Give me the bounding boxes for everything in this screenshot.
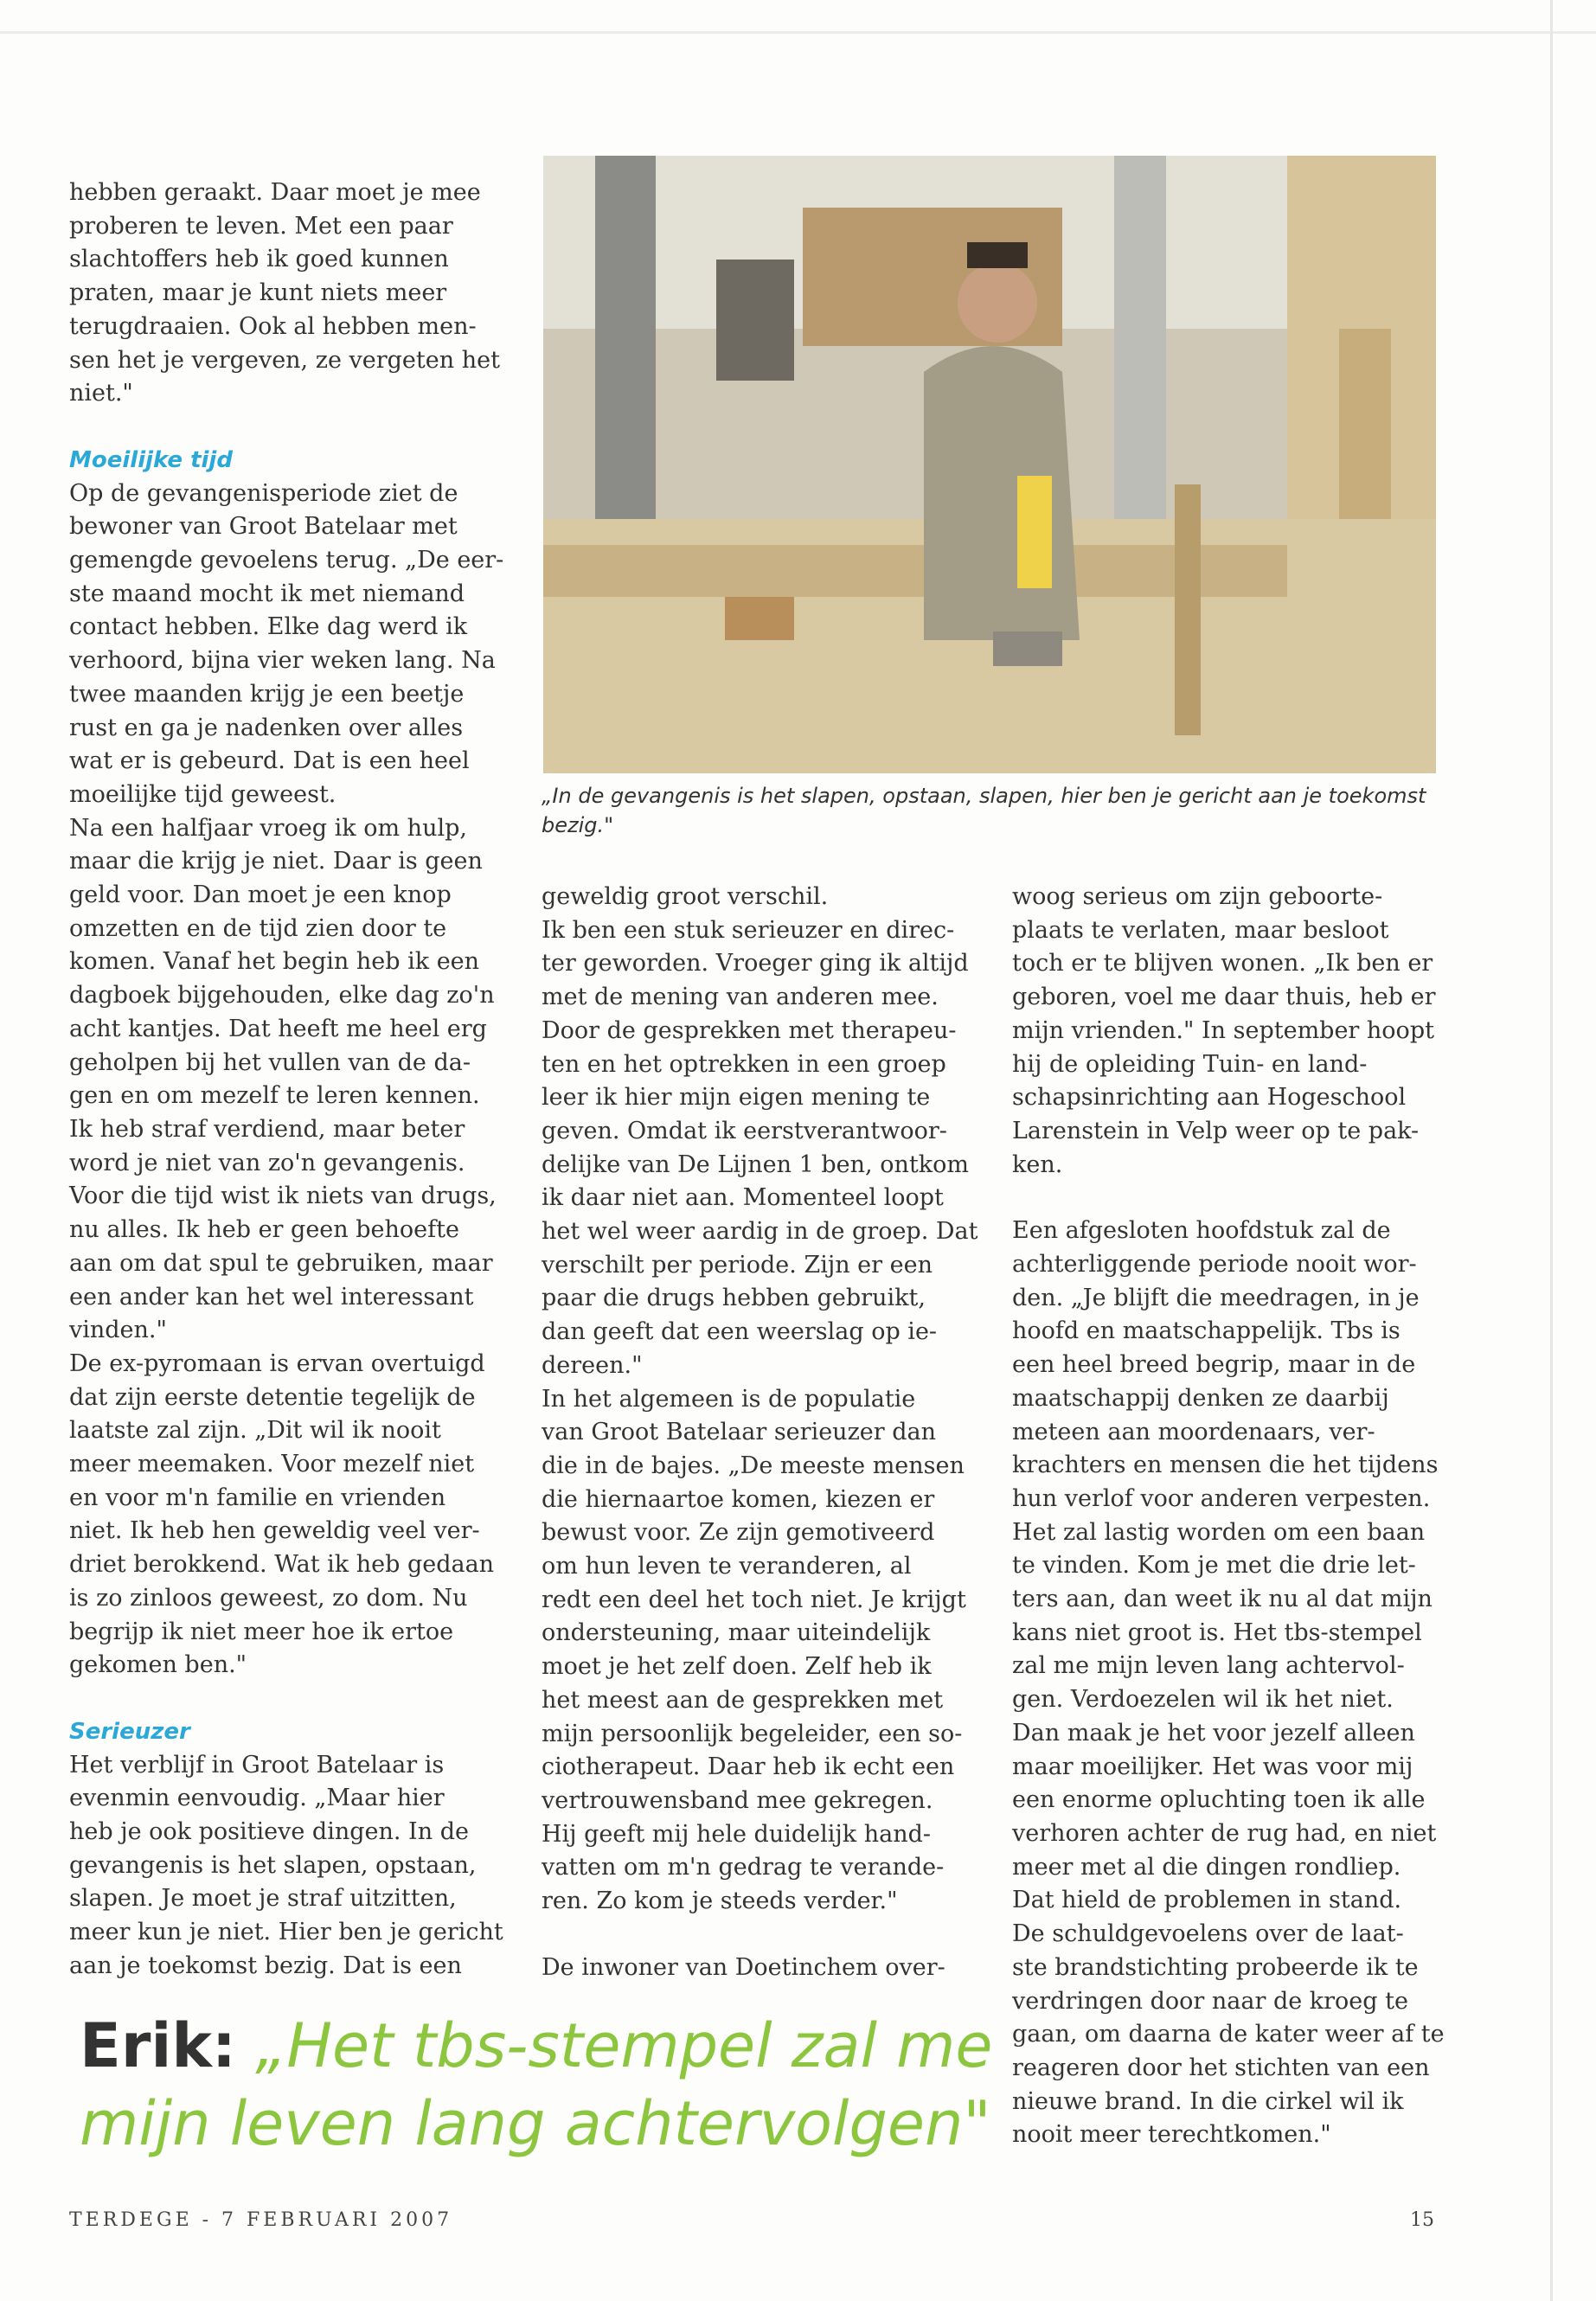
column-1: [69, 176, 519, 1984]
paragraph: woog serieus om zijn geboorte- plaats te verlaten, maar besloot toch er te blijven wonen. „Ik ben er geboren, voel me daar thuis, heb er mijn vrienden." In september hoopt hij de opleiding Tuin- en land- schapsinrichting aan Hogeschool Larenstein in Velp weer op te pak- ken.: [1012, 883, 1436, 1178]
pull-quote-line-1: „Het tbs-stempel zal me: [255, 2010, 993, 2081]
paragraph: Het verblijf in Groot Batelaar is evenmin eenvoudig. „Maar hier heb je ook positieve dingen. In de gevangenis is het slapen, opstaan, slapen. Je moet je straf uitzitten, meer kun je niet. Hier ben je gericht aan je toekomst bezig. Dat is een: [69, 1751, 503, 1979]
page-fold: [1550, 0, 1553, 2301]
pull-quote-line-2: mijn leven lang achtervolgen": [80, 2088, 991, 2159]
photo-illustration: [543, 156, 1436, 773]
subheading-moeilijke-tijd: Moeilijke tijd: [69, 446, 233, 473]
paragraph: Op de gevangenisperiode ziet de bewoner van Groot Batelaar met gemengde gevoelens terug. „De eer- ste maand mocht ik met niemand contact hebben. Elke dag werd ik verhoord, bijna vier weken lang. Na twee maanden krijg je een beetje rust en ga je nadenken over alles wat er is gebeurd. Dat is een heel moeilijke tijd geweest. Na een halfjaar vroeg ik om hulp, maar die krijg je niet. Daar is geen geld voor. Dan moet je een knop omzetten en de tijd zien door te komen. Vanaf het begin heb ik een dagboek bijgehouden, elke dag zo'n acht kantjes. Dat heeft me heel erg geholpen bij het vullen van de da- gen en om mezelf te leren kennen. Ik heb straf verdiend, maar beter word je niet van zo'n gevangenis. Voor die tijd wist ik niets van drugs, nu alles. Ik heb er geen behoefte aan om dat spul te gebruiken, maar een ander kan het wel interessant vinden." De ex-pyromaan is ervan overtuigd dat zijn eerste detentie tegelijk de laatste zal zijn. „Dit wil ik nooit meer meemaken. Voor mezelf niet en voor m'n familie en vrienden niet. Ik heb hen geweldig veel ver- driet berokkend. Wat ik heb gedaan is zo zinloos geweest, zo dom. Nu begrijp ik niet meer hoe ik ertoe gekomen ben.": [69, 479, 504, 1679]
paragraph: De inwoner van Doetinchem over-: [542, 1953, 945, 1981]
pull-quote-name: Erik:: [80, 2010, 236, 2081]
footer-publication: TERDEGE - 7 FEBRUARI 2007: [69, 2209, 453, 2231]
paragraph: geweldig groot verschil. Ik ben een stuk serieuzer en direc- ter geworden. Vroeger ging ik altijd met de mening van anderen mee. Door de gesprekken met therapeu- ten en het optrekken in een groep leer ik hier mijn eigen mening te geven. Omdat ik eerstverantwoor- delijke van De Lijnen 1 ben, ontkom ik daar niet aan. Momenteel loopt het wel weer aardig in de groep. Dat verschilt per periode. Zijn er een paar die drugs hebben gebruikt, dan geeft dat een weerslag op ie- dereen." In het algemeen is de populatie van Groot Batelaar serieuzer dan die in de bajes. „De meeste mensen die hiernaartoe komen, kiezen er bewust voor. Ze zijn gemotiveerd om hun leven te veranderen, al redt een deel het toch niet. Je krijgt ondersteuning, maar uiteindelijk moet je het zelf doen. Zelf heb ik het meest aan de gesprekken met mijn persoonlijk begeleider, een so- ciotherapeut. Daar heb ik echt een vertrouwensband mee gekregen. Hij geeft mij hele duidelijk hand- vatten om m'n gedrag te verande- ren. Zo kom je steeds verder.": [542, 883, 978, 1915]
pull-quote: [80, 2007, 997, 2163]
column-3: [1012, 881, 1462, 2152]
top-rule: [0, 31, 1596, 34]
column-2: [542, 881, 991, 1985]
paragraph: hebben geraakt. Daar moet je mee proberen te leven. Met een paar slachtoffers heb ik goed kunnen praten, maar je kunt niets meer terugdraaien. Ook al hebben men- sen het je vergeven, ze vergeten het niet.": [69, 179, 500, 407]
paragraph: Een afgesloten hoofdstuk zal de achterliggende periode nooit wor- den. „Je blijft die meedragen, in je hoofd en maatschappelijk. Tbs is een heel breed begrip, maar in de maatschappij denken ze daarbij meteen aan moordenaars, ver- krachters en mensen die het tijdens hun verlof voor anderen verpesten. Het zal lastig worden om een baan te vinden. Kom je met die drie let- ters aan, dan weet ik nu al dat mijn kans niet groot is. Het tbs-stempel zal me mijn leven lang achtervol- gen. Verdoezelen wil ik het niet. Dan maak je het voor jezelf alleen maar moeilijker. Het was voor mij een enorme opluchting toen ik alle verhoren achter de rug had, en niet meer met al die dingen rondliep. Dat hield de problemen in stand. De schuldgevoelens over de laat- ste brandstichting probeerde ik te verdringen door naar de kroeg te gaan, om daarna de kater weer af te reageren door het stichten van een nieuwe brand. In die cirkel wil ik nooit meer terechtkomen.": [1012, 1217, 1445, 2149]
workshop-photo: [543, 156, 1436, 773]
photo-caption: „In de gevangenis is het slapen, opstaan, slapen, hier ben je gericht aan je toekomst bezig.": [542, 784, 1426, 837]
subheading-serieuzer: Serieuzer: [69, 1718, 190, 1745]
page-number: 15: [1410, 2209, 1434, 2231]
